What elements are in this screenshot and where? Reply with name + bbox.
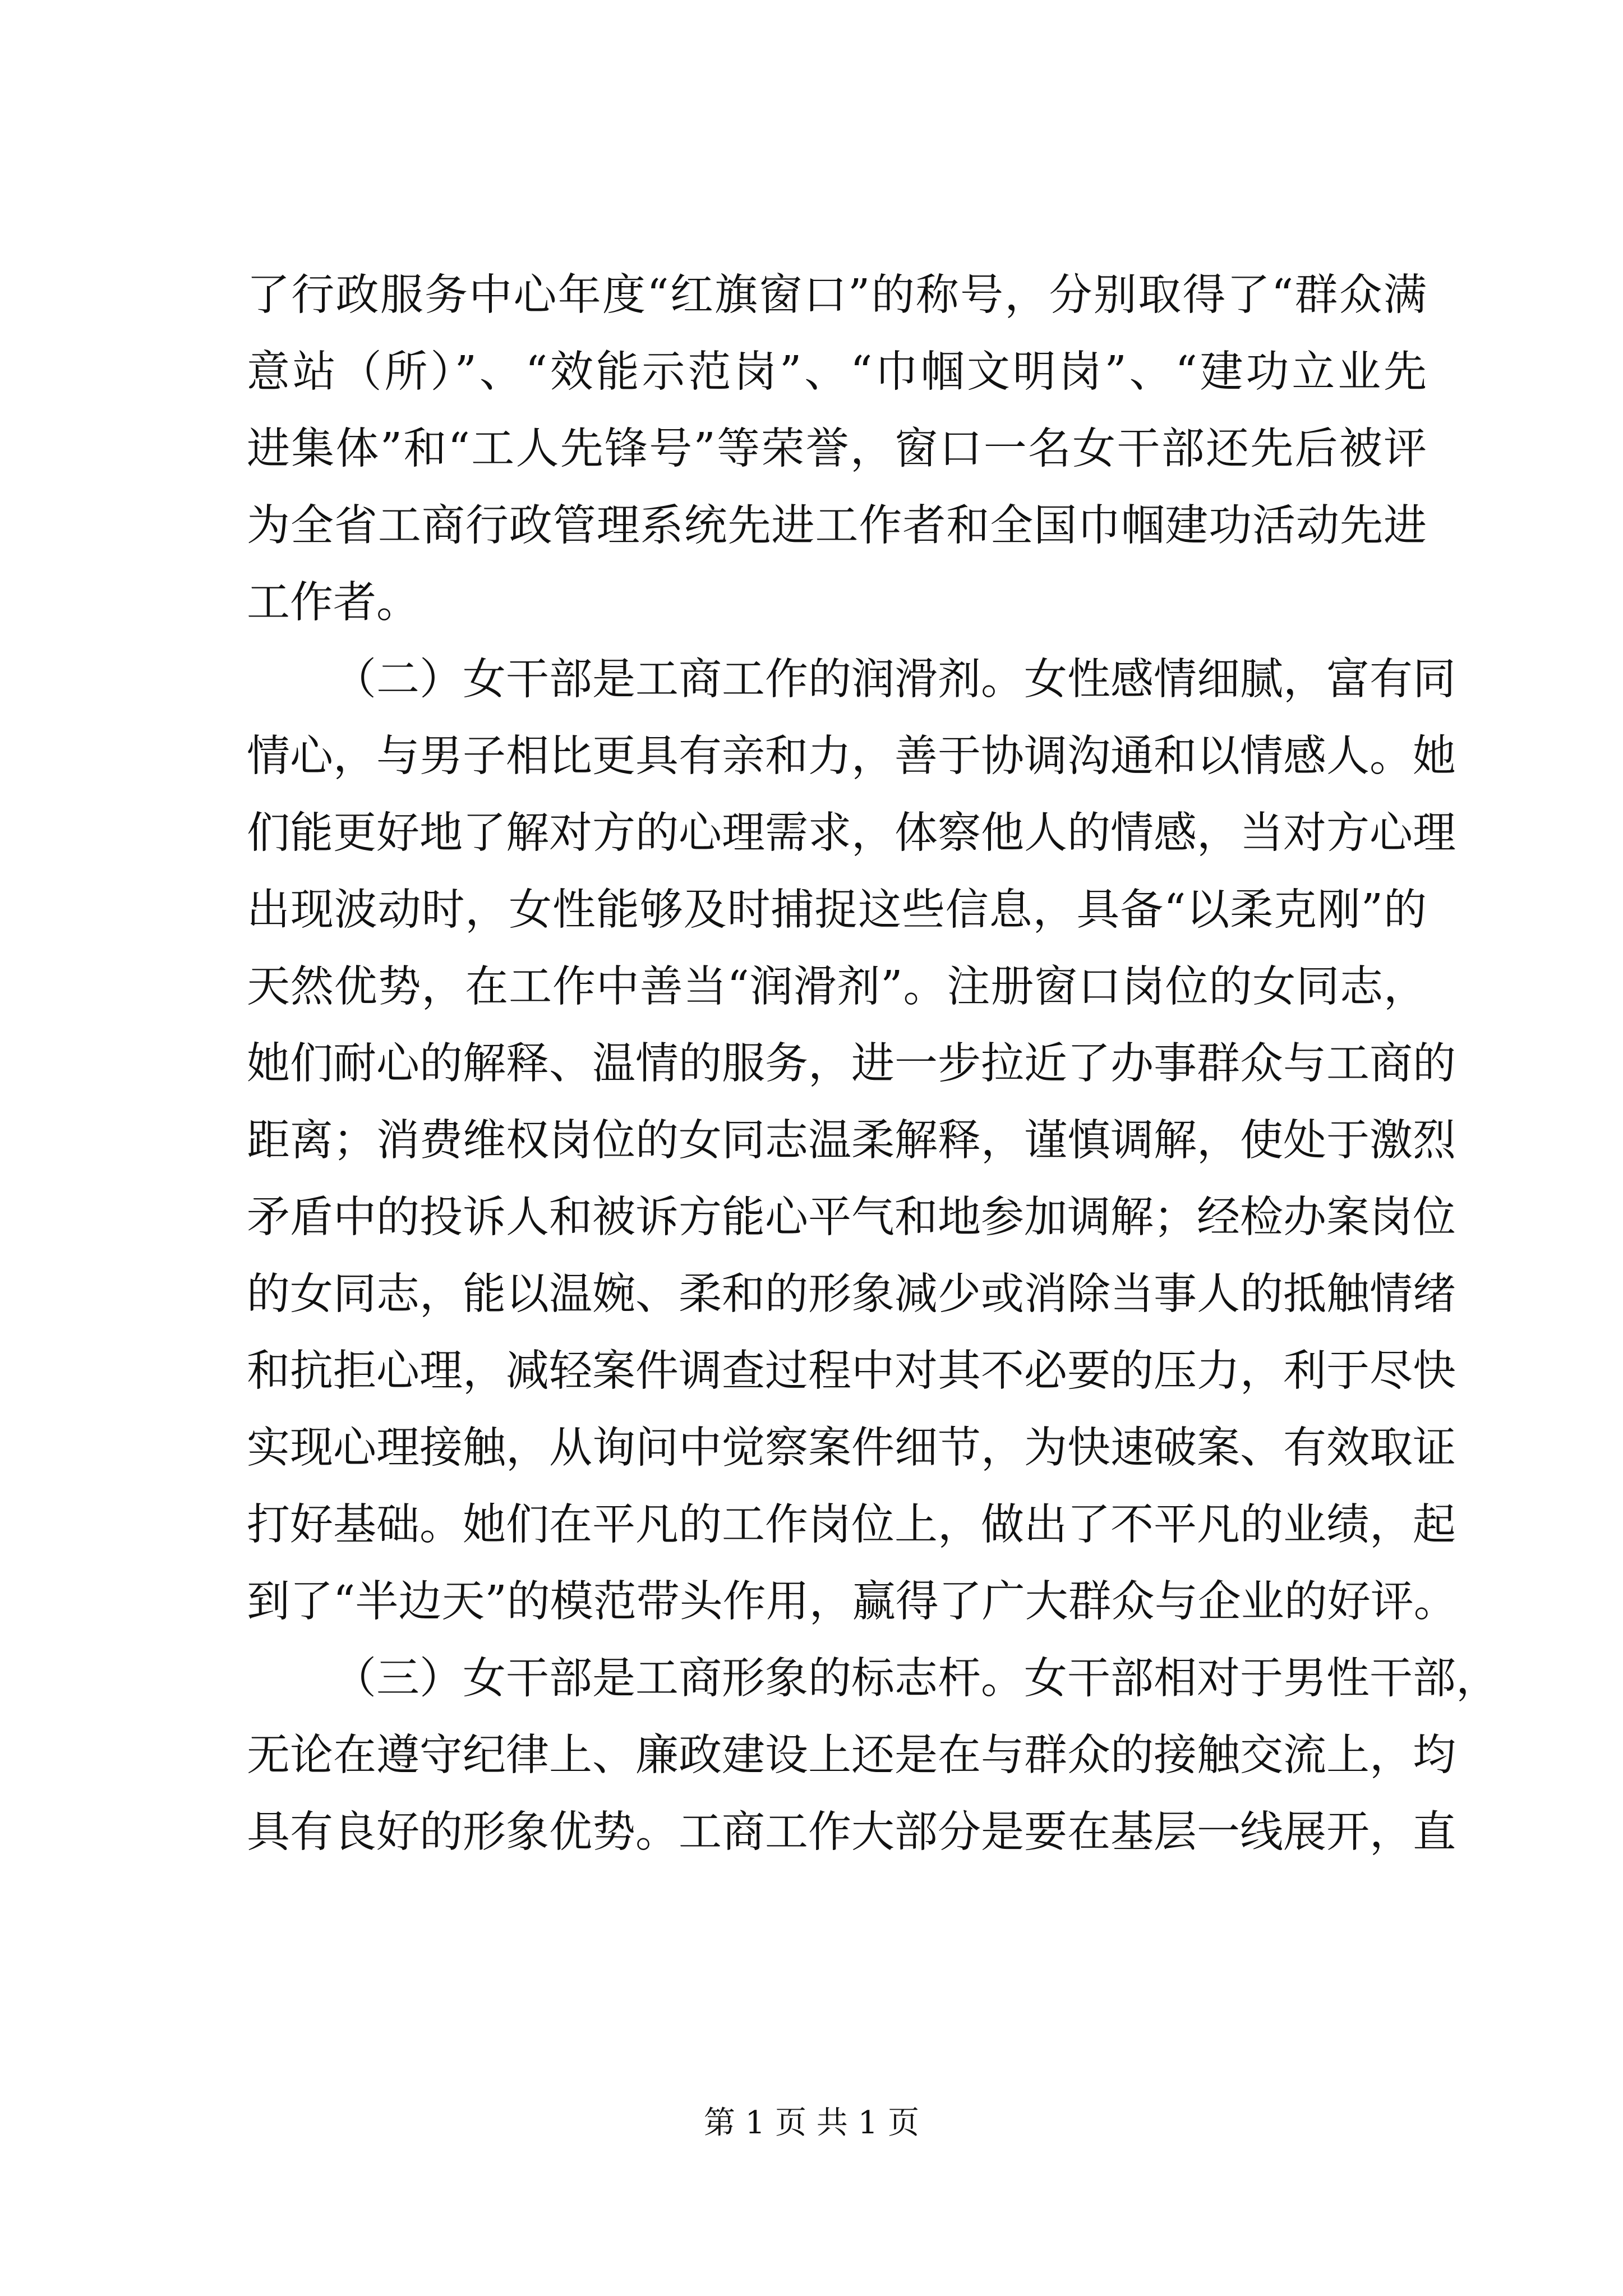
text-line: 的女同志，能以温婉、柔和的形象减少或消除当事人的抵触情绪 xyxy=(247,1269,1456,1319)
page-number-label: 第 1 页 共 1 页 xyxy=(703,2105,920,2141)
text-line: 打好基础。她们在平凡的工作岗位上，做出了不平凡的业绩，起 xyxy=(247,1500,1456,1550)
text-line: 情心，与男子相比更具有亲和力，善于协调沟通和以情感人。她 xyxy=(247,731,1456,781)
text-line: 具有良好的形象优势。工商工作大部分是要在基层一线展开，直 xyxy=(247,1807,1456,1857)
text-line: 进集体”和“工人先锋号”等荣誉，窗口一名女干部还先后被评 xyxy=(247,424,1427,474)
text-line: 意站（所）”、“效能示范岗”、“巾帼文明岗”、“建功立业先 xyxy=(247,347,1427,397)
text-line: 和抗拒心理，减轻案件调查过程中对其不必要的压力，利于尽快 xyxy=(247,1346,1456,1396)
text-line: 了行政服务中心年度“红旗窗口”的称号，分别取得了“群众满 xyxy=(247,270,1427,320)
text-line: 矛盾中的投诉人和被诉方能心平气和地参加调解；经检办案岗位 xyxy=(247,1193,1456,1243)
text-line: 天然优势，在工作中善当“润滑剂”。注册窗口岗位的女同志， xyxy=(247,962,1427,1012)
text-line: 工作者。 xyxy=(247,578,419,628)
text-line: 实现心理接触，从询问中觉察案件细节，为快速破案、有效取证 xyxy=(247,1423,1456,1473)
paragraph-heading-line: （二）女干部是工商工作的润滑剂。女性感情细腻，富有同 xyxy=(333,655,1456,705)
page-footer xyxy=(0,2101,1623,2146)
paragraph-heading-line: （三）女干部是工商形象的标志杆。女干部相对于男性干部， xyxy=(333,1654,1499,1704)
text-line: 距离；消费维权岗位的女同志温柔解释，谨慎调解，使处于激烈 xyxy=(247,1116,1456,1166)
text-line: 出现波动时，女性能够及时捕捉这些信息，具备“以柔克刚”的 xyxy=(247,885,1427,935)
text-line: 到了“半边天”的模范带头作用，赢得了广大群众与企业的好评。 xyxy=(247,1577,1457,1627)
text-line: 为全省工商行政管理系统先进工作者和全国巾帼建功活动先进 xyxy=(247,501,1427,551)
document-body xyxy=(247,257,1499,1871)
text-line: 们能更好地了解对方的心理需求，体察他人的情感，当对方心理 xyxy=(247,808,1456,858)
text-line: 无论在遵守纪律上、廉政建设上还是在与群众的接触交流上，均 xyxy=(247,1731,1456,1780)
text-line: 她们耐心的解释、温情的服务，进一步拉近了办事群众与工商的 xyxy=(247,1039,1456,1089)
